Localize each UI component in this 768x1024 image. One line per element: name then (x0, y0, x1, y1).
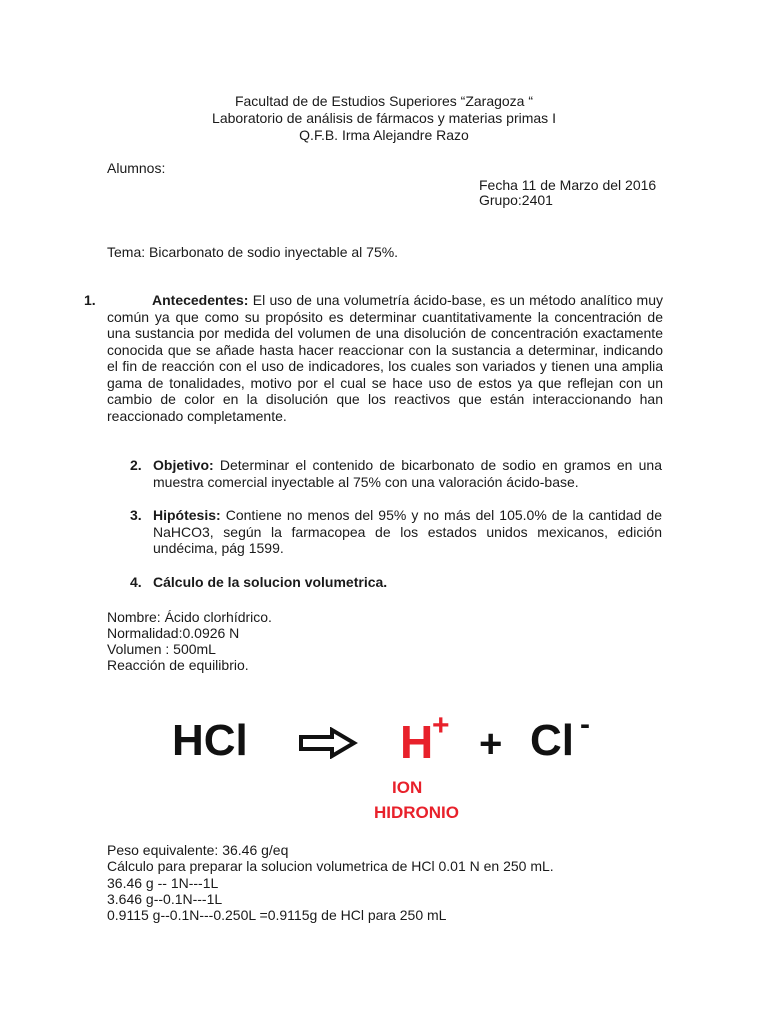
section-3-number: 3. (130, 507, 142, 523)
calc-line-3: 0.9115 g--0.1N---0.250L =0.9115g de HCl para 250 mL (107, 907, 447, 923)
objetivo-title: Objetivo: (153, 457, 214, 473)
antecedentes-title: Antecedentes: (152, 292, 249, 308)
reaction-arrow-icon (298, 727, 358, 759)
solution-volumen: Volumen : 500mL (107, 641, 216, 657)
hipotesis-text: Contiene no menos del 95% y no más del 105.0% de la cantidad de NaHCO3, según la farmacopea de los estados unidos mexicanos, edición undécima, pág 1599. (153, 507, 662, 556)
header-teacher: Q.F.B. Irma Alejandre Razo (299, 127, 469, 143)
fecha: Fecha 11 de Marzo del 2016 (479, 177, 657, 193)
hidronio-label: HIDRONIO (374, 803, 459, 822)
solution-normalidad: Normalidad:0.0926 N (107, 625, 240, 641)
tema: Tema: Bicarbonato de sodio inyectable al 75%. (107, 244, 399, 260)
section-4-number: 4. (130, 574, 142, 590)
product-chloride: Cl (530, 716, 574, 765)
calc-line-2: 3.646 g--0.1N---1L (107, 891, 223, 907)
section-2-number: 2. (130, 457, 142, 473)
section-1-number: 1. (84, 292, 96, 308)
hipotesis-title: Hipótesis: (153, 507, 221, 523)
section-hipotesis (153, 507, 662, 557)
section-antecedentes (107, 292, 663, 424)
reactant-hcl: HCl (172, 716, 248, 765)
ion-label: ION (392, 778, 423, 797)
alumnos-label: Alumnos: (107, 160, 166, 176)
calc-line-1: 36.46 g -- 1N---1L (107, 875, 219, 891)
solution-reaccion: Reacción de equilibrio. (107, 657, 249, 673)
product-hydrogen: H (400, 716, 434, 768)
objetivo-text: Determinar el contenido de bicarbonato de sodio en gramos en una muestra comercial inyectable al 75% con una valoración ácido-base. (153, 457, 662, 490)
grupo: Grupo:2401 (479, 192, 553, 208)
solution-nombre: Nombre: Ácido clorhídrico. (107, 609, 272, 625)
header-laboratory: Laboratorio de análisis de fármacos y materias primas I (212, 110, 556, 126)
calculo-title: Cálculo de la solucion volumetrica. (153, 574, 388, 590)
calculo-preparacion: Cálculo para preparar la solucion volumetrica de HCl 0.01 N en 250 mL. (107, 858, 554, 874)
peso-equivalente: Peso equivalente: 36.46 g/eq (107, 842, 289, 858)
chloride-charge: - (580, 708, 590, 741)
header-faculty: Facultad de de Estudios Superiores “Zaragoza “ (234, 93, 534, 109)
hydrogen-charge: + (432, 709, 450, 742)
equation-plus: + (479, 722, 503, 766)
antecedentes-text: El uso de una volumetría ácido-base, es un método analítico muy común ya que como su propósito es determinar cuantitativamente la concentración de una sustancia por medida del volumen de una disolución de concentración exactamente conocida que se añade hasta hacer reaccionar con la sustancia a determinar, indicando el fin de reacción con el uso de indicadores, los cuales son variados y tienen una amplia gama de tonalidades, motivo por el cual se hace uso de estos ya que reflejan con un cambio de color en la disolución que los reactivos que están interaccionando han reaccionado completamente. (107, 292, 663, 424)
section-objetivo (153, 457, 662, 490)
